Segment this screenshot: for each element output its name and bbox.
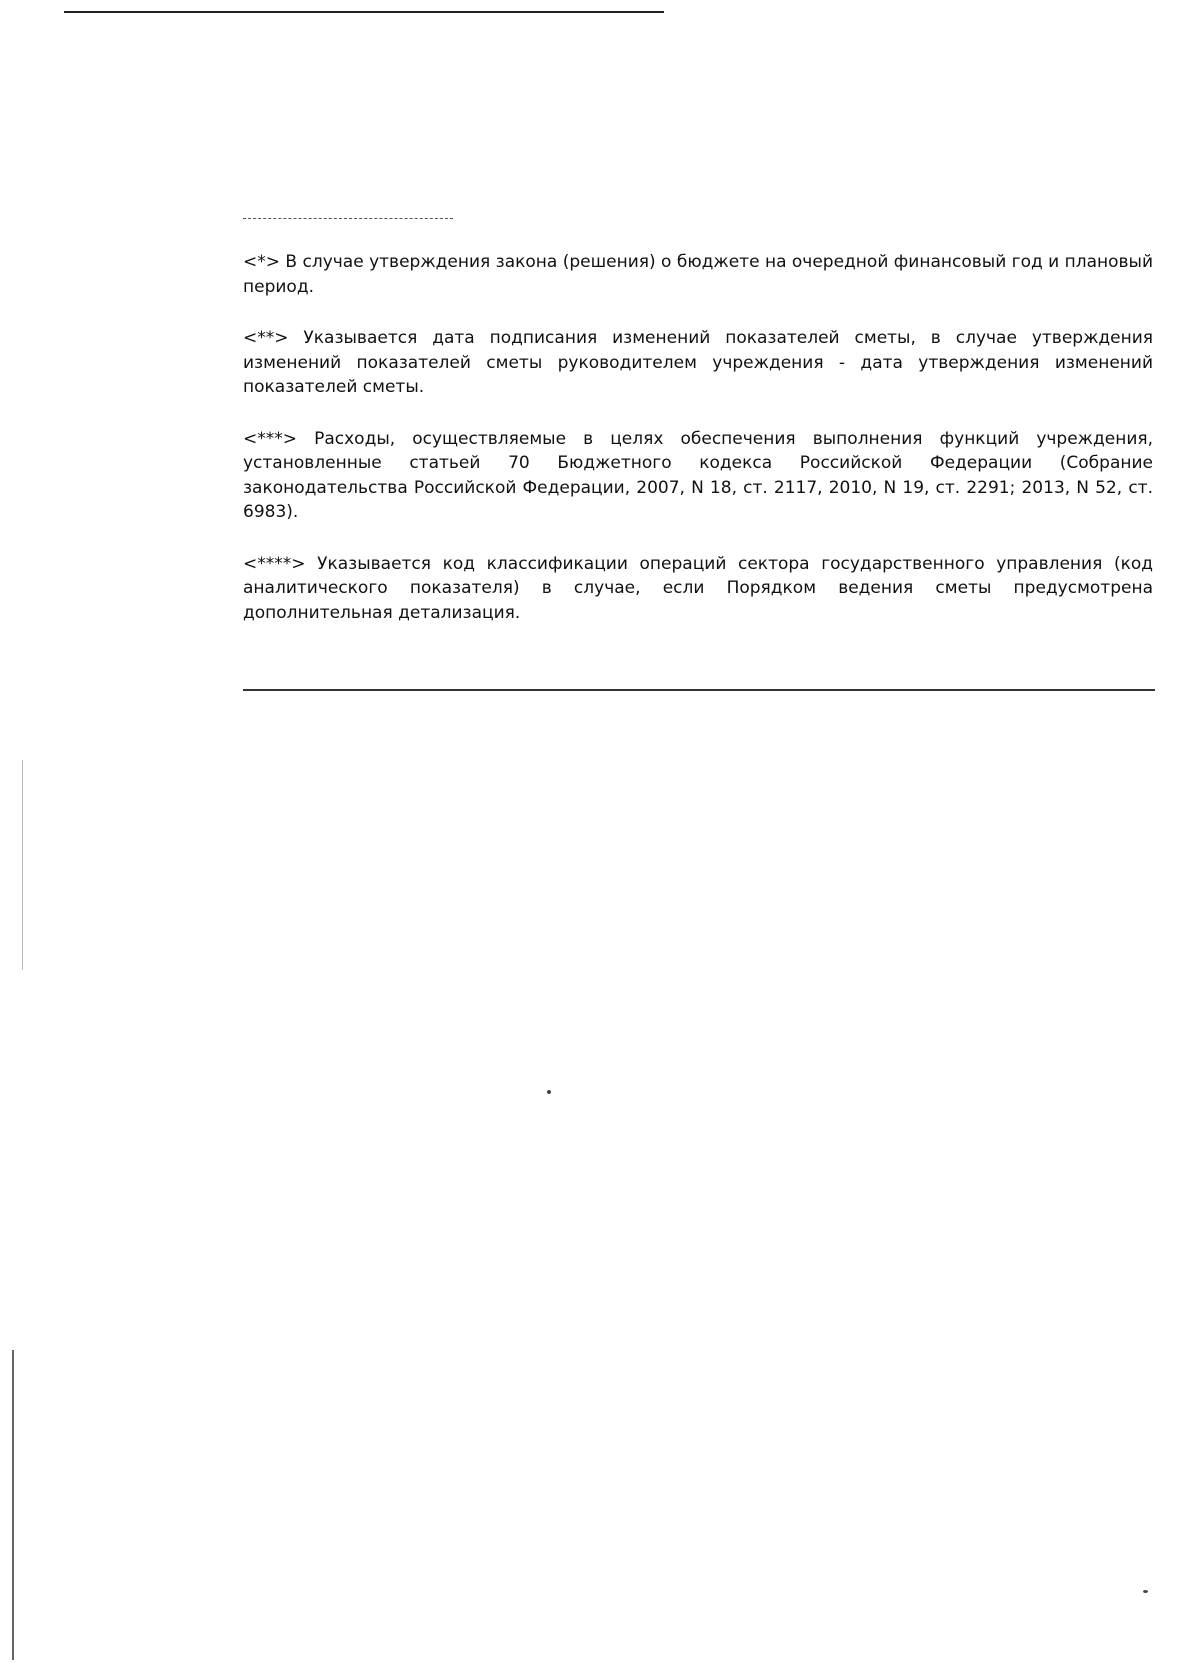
footnote-marker: <*>: [243, 252, 280, 272]
footnote-4: [243, 552, 1153, 626]
footnote-separator: [243, 218, 453, 219]
footnotes-block: [243, 250, 1153, 652]
footnote-text: Указывается дата подписания изменений показателей сметы, в случае утверждения изменений показателей сметы руководителем учреждения - дата утверждения изменений показателей сметы.: [243, 328, 1153, 397]
bottom-rule: [243, 689, 1155, 691]
scan-edge-mark: [12, 1350, 14, 1660]
footnote-1: [243, 250, 1153, 299]
footnote-marker: <****>: [243, 553, 306, 574]
footnote-marker: <***>: [243, 428, 297, 449]
footnote-3: [243, 427, 1153, 525]
footnote-text: Указывается код классификации операций сектора государственного управления (код аналитического показателя) в случае, если Порядком ведения сметы предусмотрена дополнительная детализация.: [243, 553, 1154, 623]
footnote-text: В случае утверждения закона (решения) о бюджете на очередной финансовый год и плановый период.: [243, 252, 1154, 297]
scan-edge-mark: [22, 760, 23, 970]
footnote-text: Расходы, осуществляемые в целях обеспечения выполнения функций учреждения, установленные статьей 70 Бюджетного кодекса Российской Федерации (Собрание законодательства Российской Федерации, 2007, N 18, ст. 2117, 2010, N 19, ст. 2291; 2013, N 52, ст. 6983).: [243, 428, 1154, 522]
footnote-2: [243, 326, 1153, 400]
top-rule: [64, 11, 664, 13]
scan-speck: [547, 1090, 551, 1094]
footnote-marker: <**>: [243, 328, 289, 348]
scan-speck: [1143, 1590, 1148, 1593]
